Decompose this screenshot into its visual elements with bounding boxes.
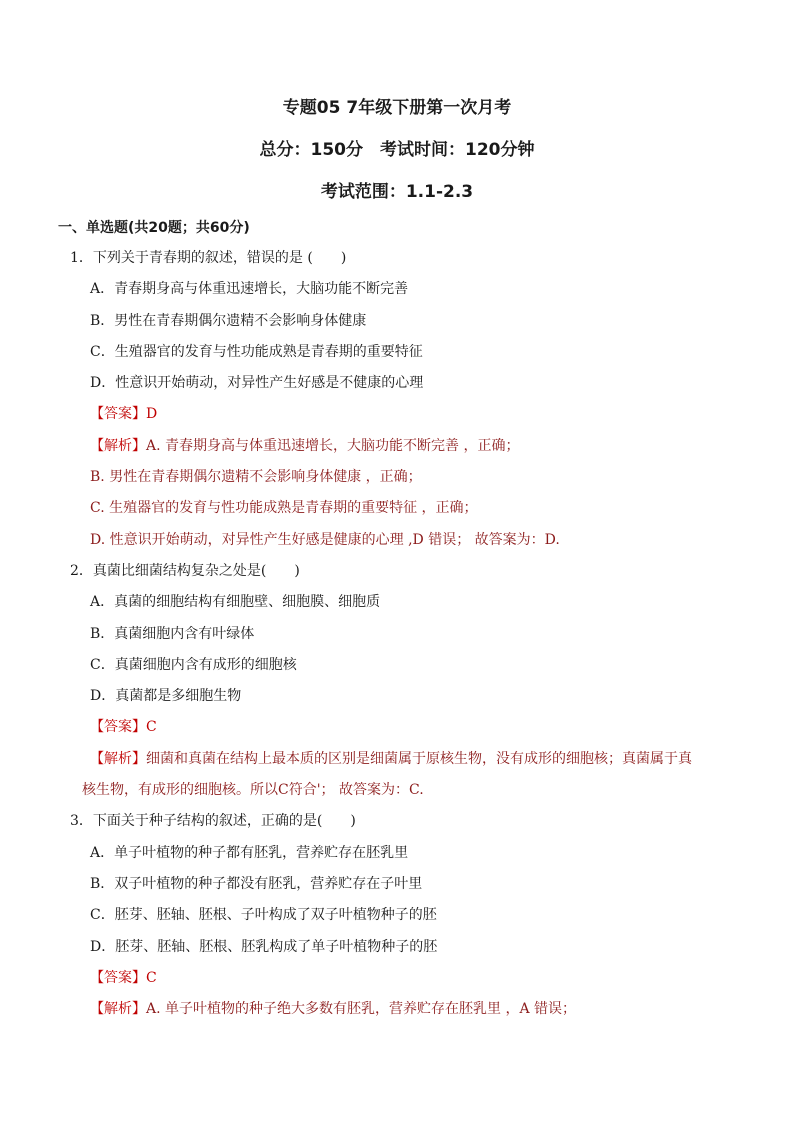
answer-tag: 【答案】 xyxy=(90,719,146,736)
answer-value: D xyxy=(146,406,158,423)
explanation-tag: 【解析】 xyxy=(90,437,146,454)
option-a: A．青春期身高与体重迅速增长，大脑功能不断完善 xyxy=(90,281,409,298)
explanation-text: A. 青春期身高与体重迅速增长，大脑功能不断完善 ，正确； xyxy=(146,437,520,454)
section-title: 一、单选题(共20题；共60分) xyxy=(58,220,250,236)
answer-tag: 【答案】 xyxy=(90,406,146,423)
explanation-text: 细菌和真菌在结构上最本质的区别是细菌属于原核生物，没有成形的细胞核；真菌属于真 xyxy=(146,750,692,767)
explanation-line: C. 生殖器官的发育与性功能成熟是青春期的重要特征 ，正确； xyxy=(90,500,478,517)
explanation-text: A. 单子叶植物的种子绝大多数有胚乳，营养贮存在胚乳里 ，A 错误； xyxy=(146,1001,577,1018)
explanation-line: D. 性意识开始萌动，对异性产生好感是健康的心理 ,D 错误； 故答案为：D. xyxy=(90,531,560,548)
explanation-line: B. 男性在青春期偶尔遗精不会影响身体健康 ，正确； xyxy=(90,469,422,486)
answer-tag: 【答案】 xyxy=(90,969,146,986)
option-a: A．真菌的细胞结构有细胞壁、细胞膜、细胞质 xyxy=(90,594,381,611)
option-d: D．真菌都是多细胞生物 xyxy=(90,688,242,705)
answer-line xyxy=(70,399,750,430)
document-title: 专题05 7年级下册第一次月考 xyxy=(282,98,512,118)
question-stem: 3．下面关于种子结构的叙述，正确的是( ) xyxy=(70,813,356,830)
option-c: C．生殖器官的发育与性功能成熟是青春期的重要特征 xyxy=(90,343,423,360)
score-time-line: 总分：150分 考试时间：120分钟 xyxy=(259,140,535,160)
option-d: D．胚芽、胚轴、胚根、胚乳构成了单子叶植物种子的胚 xyxy=(90,938,438,955)
option-c: C．真菌细胞内含有成形的细胞核 xyxy=(90,656,297,673)
answer-value: C xyxy=(146,719,157,736)
explanation-line xyxy=(70,744,750,775)
option-c: C．胚芽、胚轴、胚根、子叶构成了双子叶植物种子的胚 xyxy=(90,907,437,924)
answer-line xyxy=(70,963,750,994)
explanation-tag: 【解析】 xyxy=(90,750,146,767)
document-header xyxy=(0,98,794,202)
explanation-tag: 【解析】 xyxy=(90,1001,146,1018)
explanation-line xyxy=(70,431,750,462)
explanation-continuation: 核生物，有成形的细胞核。所以C符合'； 故答案为：C. xyxy=(82,782,424,799)
question-stem: 1．下列关于青春期的叙述，错误的是 ( ) xyxy=(70,250,347,266)
option-b: B．双子叶植物的种子都没有胚乳，营养贮存在子叶里 xyxy=(90,875,423,892)
exam-range-line: 考试范围：1.1-2.3 xyxy=(320,182,474,202)
answer-line xyxy=(70,712,750,743)
answer-value: C xyxy=(146,969,157,986)
question-stem: 2．真菌比细菌结构复杂之处是( ) xyxy=(70,562,300,579)
question-list xyxy=(70,243,750,1025)
option-d: D．性意识开始萌动，对异性产生好感是不健康的心理 xyxy=(90,375,424,392)
option-a: A．单子叶植物的种子都有胚乳，营养贮存在胚乳里 xyxy=(90,844,409,861)
explanation-line xyxy=(70,994,750,1025)
option-b: B．男性在青春期偶尔遗精不会影响身体健康 xyxy=(90,312,367,329)
option-b: B．真菌细胞内含有叶绿体 xyxy=(90,625,255,642)
